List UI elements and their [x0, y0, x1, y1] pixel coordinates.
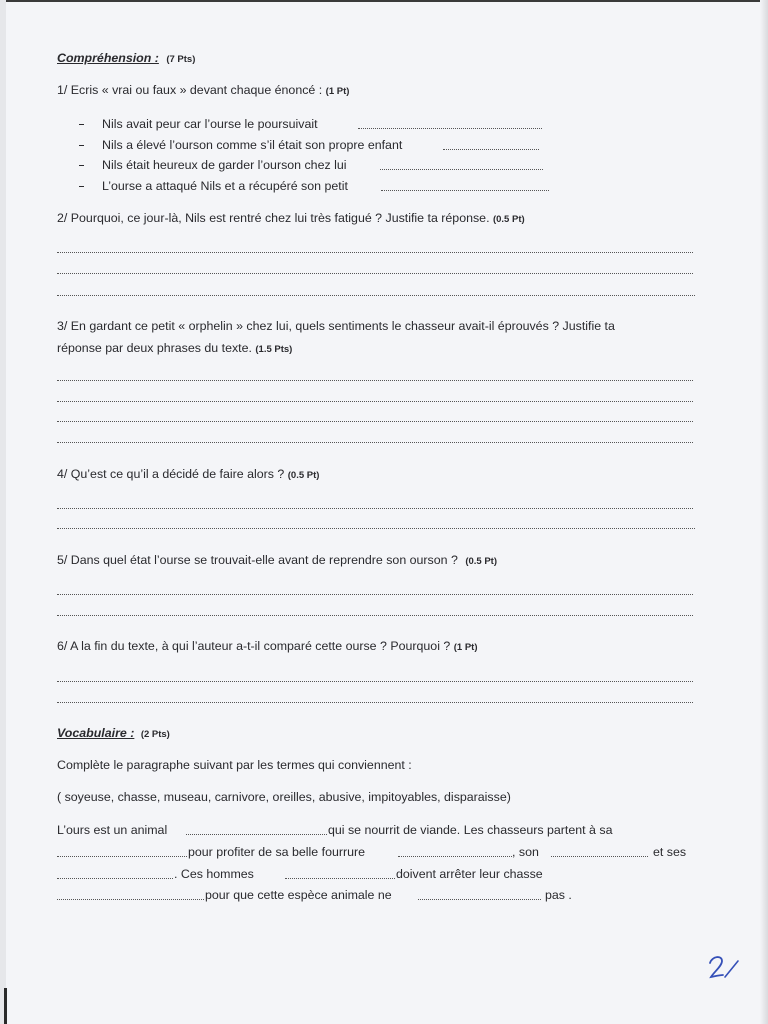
vocabulaire-heading: [57, 725, 170, 743]
question-4-text: 4/ Qu’est ce qu’il a décidé de faire alors ?: [57, 467, 285, 481]
question-6: [57, 638, 478, 656]
paragraph-line-4a: pour que cette espèce animale ne: [205, 888, 392, 902]
handwritten-page-number: [706, 953, 742, 983]
question-1-points: (1 Pt): [325, 86, 350, 97]
question-1: [57, 82, 349, 100]
answer-blank[interactable]: [381, 190, 549, 191]
answer-blank[interactable]: [443, 149, 539, 150]
fill-blank-8[interactable]: [418, 899, 541, 900]
answer-blank[interactable]: [358, 128, 542, 129]
comprehension-heading: [57, 50, 195, 68]
answer-line[interactable]: [57, 528, 695, 529]
answer-line[interactable]: [57, 252, 693, 253]
paragraph-line-1a: L’ours est un animal: [57, 823, 168, 837]
paragraph-line-4b: pas .: [545, 888, 572, 902]
question-3-line-1: 3/ En gardant ce petit « orphelin » chez lui, quels sentiments le chasseur avait-il éprouvés ? Justifie ta: [57, 319, 615, 333]
bullet-dash: [79, 165, 84, 166]
question-3-text: réponse par deux phrases du texte.: [57, 341, 252, 355]
page-left-edge: [0, 0, 6, 1024]
answer-line[interactable]: [57, 615, 693, 616]
paragraph-line-1b: qui se nourrit de viande. Les chasseurs partent à sa: [328, 823, 613, 837]
fill-blank-5[interactable]: [57, 878, 173, 879]
question-5-text: 5/ Dans quel état l’ourse se trouvait-elle avant de reprendre son ourson ?: [57, 553, 458, 567]
bullet-dash: [79, 186, 84, 187]
vocabulaire-title: Vocabulaire :: [57, 726, 135, 740]
paragraph-line-3b: doivent arrêter leur chasse: [396, 867, 543, 881]
page-number-text: 2: [706, 953, 707, 954]
answer-line[interactable]: [57, 273, 693, 274]
question-3-points: (1.5 Pts): [255, 344, 293, 355]
question-1-text: 1/ Ecris « vrai ou faux » devant chaque énoncé :: [57, 83, 323, 97]
page-top-edge: [0, 0, 768, 2]
statement-4: L’ourse a attaqué Nils et a récupéré son petit: [102, 179, 348, 193]
vocabulaire-points: (2 Pts): [140, 729, 170, 740]
fill-blank-6[interactable]: [285, 878, 395, 879]
bullet-dash: [79, 145, 84, 146]
vocabulaire-instruction: Complète le paragraphe suivant par les termes qui conviennent :: [57, 758, 412, 772]
answer-line[interactable]: [57, 594, 693, 595]
question-2: [57, 210, 525, 228]
word-bank: ( soyeuse, chasse, museau, carnivore, oreilles, abusive, impitoyables, disparaisse): [57, 790, 511, 804]
question-5: [57, 552, 497, 570]
answer-line[interactable]: [57, 442, 693, 443]
bullet-dash: [79, 124, 84, 125]
fill-blank-7[interactable]: [57, 899, 204, 900]
question-2-text: 2/ Pourquoi, ce jour-là, Nils est rentré chez lui très fatigué ? Justifie ta réponse.: [57, 211, 490, 225]
answer-line[interactable]: [57, 421, 693, 422]
answer-blank[interactable]: [380, 169, 543, 170]
question-5-points: (0.5 Pt): [465, 556, 498, 567]
paragraph-line-2c: et ses: [653, 845, 687, 859]
fill-blank-4[interactable]: [551, 856, 648, 857]
paragraph-line-2a: pour profiter de sa belle fourrure: [188, 845, 366, 859]
answer-line[interactable]: [57, 380, 693, 381]
fill-blank-2[interactable]: [57, 856, 187, 857]
question-6-points: (1 Pt): [453, 642, 478, 653]
page-binding-mark: [4, 988, 7, 1024]
answer-line[interactable]: [57, 508, 693, 509]
answer-line[interactable]: [57, 295, 695, 296]
comprehension-title: Compréhension :: [57, 51, 159, 65]
question-3-line-2: [57, 340, 292, 358]
answer-line[interactable]: [57, 681, 693, 682]
fill-blank-1[interactable]: [186, 834, 327, 835]
statement-1: Nils avait peur car l’ourse le poursuivait: [102, 117, 318, 131]
question-6-text: 6/ A la fin du texte, à qui l’auteur a-t-il comparé cette ourse ? Pourquoi ?: [57, 639, 451, 653]
statement-2: Nils a élevé l’ourson comme s’il était son propre enfant: [102, 138, 403, 152]
statement-3: Nils était heureux de garder l’ourson chez lui: [102, 158, 347, 172]
comprehension-points: (7 Pts): [166, 54, 196, 65]
paragraph-line-3a: . Ces hommes: [174, 867, 254, 881]
question-2-points: (0.5 Pt): [492, 214, 525, 225]
page-right-shadow: [760, 0, 768, 1024]
question-4-points: (0.5 Pt): [287, 470, 320, 481]
answer-line[interactable]: [57, 401, 693, 402]
question-4: [57, 466, 319, 484]
fill-blank-3[interactable]: [398, 856, 512, 857]
answer-line[interactable]: [57, 702, 693, 703]
paragraph-line-2b: , son: [512, 845, 539, 859]
